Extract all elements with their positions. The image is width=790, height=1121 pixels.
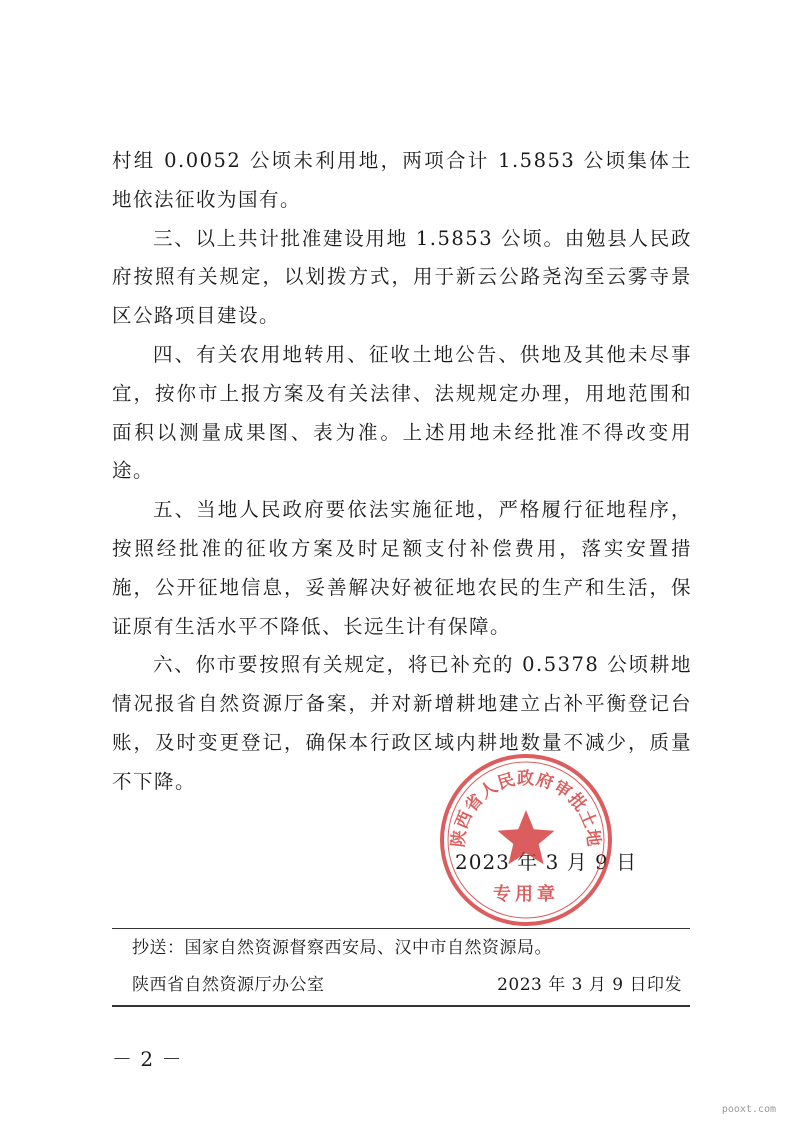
issue-date: 2023 年 3 月 9 日印发 xyxy=(497,975,682,995)
footer-divider xyxy=(112,1005,690,1007)
cc-line: 抄送：国家自然资源督察西安局、汉中市自然资源局。 xyxy=(132,938,552,958)
body-paragraph: 六、你市要按照有关规定，将已补充的 0.5378 公顷耕地情况报省自然资源厅备案，并对新增耕地建立占补平衡登记台账，及时变更登记，确保本行政区域内耕地数量不减少，质量不下降。 xyxy=(112,653,692,793)
seal-bottom-text: 专用章 xyxy=(493,884,559,905)
issuer-office: 陕西省自然资源厅办公室 xyxy=(132,975,325,995)
page-number: － 2 － xyxy=(112,1047,183,1071)
official-seal-icon xyxy=(436,750,616,930)
signature-date: 2023 年 3 月 9 日 xyxy=(455,850,638,874)
body-paragraph: 村组 0.0052 公顷未利用地，两项合计 1.5853 公顷集体土地依法征收为国有。 xyxy=(112,149,692,211)
body-paragraph: 五、当地人民政府要依法实施征地，严格履行征地程序，按照经批准的征收方案及时足额支付补偿费用，落实安置措施，公开征地信息，妥善解决好被征地农民的生产和生活，保证原有生活水平不降低、长远生计有保障。 xyxy=(112,498,692,638)
seal-star-icon xyxy=(498,810,555,864)
body-paragraph: 四、有关农用地转用、征收土地公告、供地及其他未尽事宜，按你市上报方案及有关法律、法规规定办理，用地范围和面积以测量成果图、表为准。上述用地未经批准不得改变用途。 xyxy=(112,342,692,483)
document-body xyxy=(112,142,692,802)
seal-text: 陕西省人民政府审批土地 xyxy=(448,769,604,849)
site-watermark: pooxt.com xyxy=(721,1104,776,1115)
body-paragraph: 三、以上共计批准建设用地 1.5853 公顷。由勉县人民政府按照有关规定，以划拨方式，用于新云公路尧沟至云雾寺景区公路项目建设。 xyxy=(112,226,692,328)
